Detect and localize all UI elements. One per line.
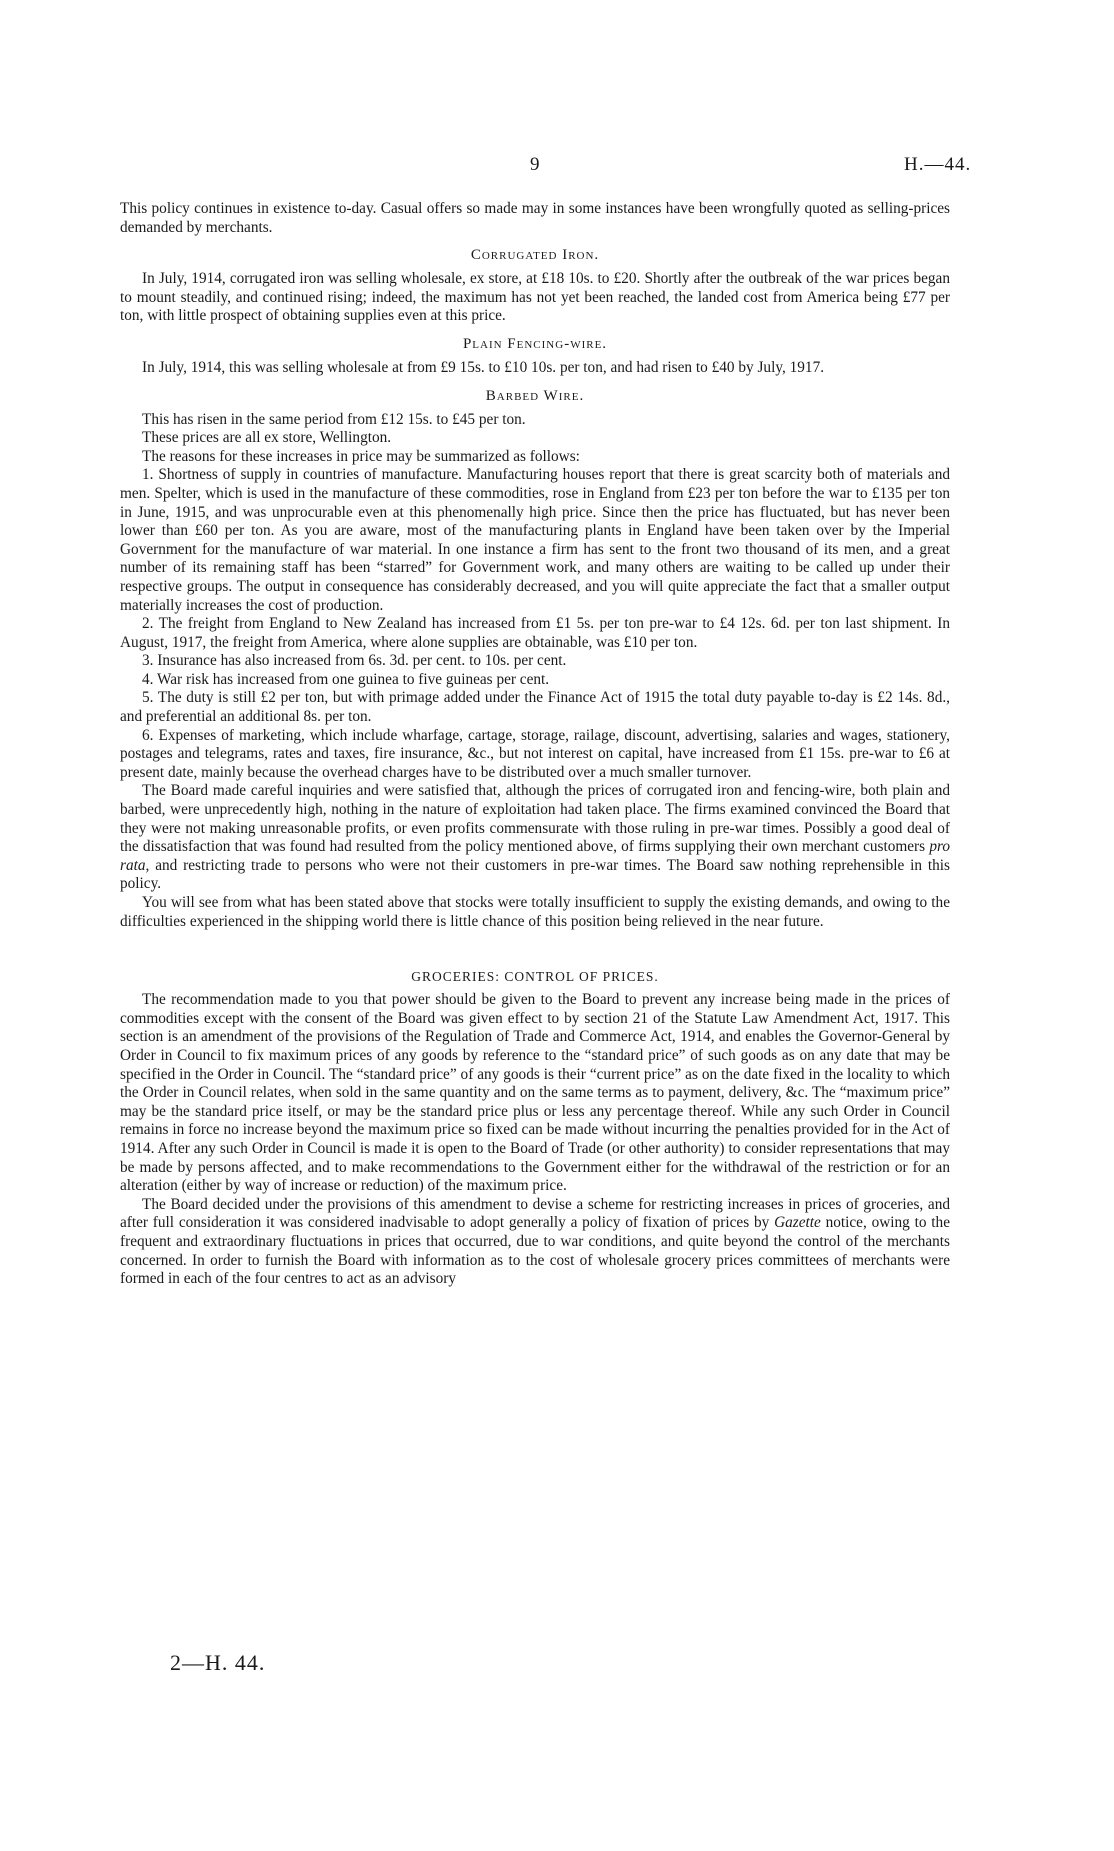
corrugated-iron-paragraph: In July, 1914, corrugated iron was selling wholesale, ex store, at £18 10s. to £20. Shortly after the outbreak of the war prices began to mount steadily, and continued rising; indeed, the maximum has not yet been reached, the landed cost from America being £77 per ton, with little prospect of obtaining supplies even at this price. (120, 270, 950, 325)
barbed-wire-paragraph: This has risen in the same period from £12 15s. to £45 per ton. (142, 410, 526, 428)
italic-phrase: pro rata (120, 838, 950, 874)
reason-item: 6. Expenses of marketing, which include wharfage, cartage, storage, railage, discount, advertising, salaries and wages, stationery, postages and telegrams, rates and taxes, fire insurance, &c., but not interest on capital, have increased from £1 15s. pre-war to £6 at present date, mainly because the overhead charges have to be distributed over a much smaller turnover. (120, 726, 950, 781)
board-findings-paragraph: The Board made careful inquiries and were satisfied that, although the prices of corrugated iron and fencing-wire, both plain and barbed, were unprecedently high, nothing in the nature of exploitation had taken place. The firms examined convinced the Board that they were not making unreasonable profits, or even profits commensurate with those ruling in pre-war times. Possibly a good deal of the dissatisfaction that was found had resulted from the policy mentioned above, of firms supplying their own merchant customers pro rata, and restricting trade to persons who were not their customers in pre-war times. The Board saw nothing reprehensible in this policy. (120, 782, 950, 893)
reason-item: 1. Shortness of supply in countries of manufacture. Manufacturing houses report that there is great scarcity both of materials and men. Spelter, which is used in the manufacture of these commodities, rose in England from £23 per ton before the war to £135 per ton in June, 1915, and was unprocurable even at this phenomenally high price. Since then the price has fluctuated, but has never been lower than £60 per ton. As you are aware, most of the manufacturing plants in England have been taken over by the Imperial Government for the manufacture of war material. In one instance a firm has sent to the front two thousand of its men, and a great number of its remaining staff has been “starred” for Government work, and many others are waiting to be called up under their respective groups. The output in consequence has considerably decreased, and you will quite appreciate the fact that a smaller output materially increases the cost of production. (120, 466, 950, 614)
reason-item: 2. The freight from England to New Zealand has increased from £1 5s. per ton pre-war to £4 12s. 6d. per ton last shipment. In August, 1917, the freight from America, where alone supplies are obtainable, was £10 per ton. (120, 615, 950, 651)
reason-item: 5. The duty is still £2 per ton, but with primage added under the Finance Act of 1915 the total duty payable to-day is £2 14s. 8d., and preferential an additional 8s. per ton. (120, 689, 950, 726)
heading-barbed-wire: Barbed Wire. (485, 387, 585, 404)
document-body (120, 200, 950, 1289)
reason-item: 3. Insurance has also increased from 6s. 3d. per cent. to 10s. per cent. (142, 652, 567, 670)
groceries-paragraph: The Board decided under the provisions of this amendment to devise a scheme for restricting increases in prices of groceries, and after full consideration it was considered inadvisable to adopt generally a policy of fixation of prices by Gazette notice, owing to the frequent and extraordinary fluctuations in prices that occurred, due to war conditions, and quite beyond the control of the merchants concerned. In order to furnish the Board with information as to the cost of wholesale grocery prices committees of merchants were formed in each of the four centres to act as an advisory (120, 1195, 950, 1288)
document-reference: H.—44. (904, 154, 972, 175)
signature-reference: 2—H. 44. (170, 1650, 266, 1675)
heading-plain-fencing-wire: Plain Fencing-wire. (462, 335, 608, 352)
heading-corrugated-iron: Corrugated Iron. (470, 247, 600, 264)
plain-fencing-wire-paragraph: In July, 1914, this was selling wholesale at from £9 15s. to £10 10s. per ton, and had risen to £40 by July, 1917. (142, 358, 825, 376)
heading-groceries: GROCERIES: CONTROL OF PRICES. (411, 969, 659, 985)
barbed-wire-paragraph: These prices are all ex store, Wellington. (142, 429, 392, 447)
italic-phrase: Gazette (774, 1214, 821, 1232)
page-number: 9 (530, 154, 540, 175)
reason-item: 4. War risk has increased from one guinea to five guineas per cent. (142, 670, 550, 688)
barbed-wire-paragraph: The reasons for these increases in price may be summarized as follows: (142, 447, 580, 465)
groceries-paragraph: The recommendation made to you that power should be given to the Board to prevent any increase being made in the prices of commodities except with the consent of the Board was given effect to by section 21 of the Statute Law Amendment Act, 1917. This section is an amendment of the provisions of the Regulation of Trade and Commerce Act, 1914, and enables the Governor-General by Order in Council to fix maximum prices of any goods by reference to the “standard price” of such goods as on any date that may be specified in the Order in Council. The “standard price” of any goods is their “current price” as on the date fixed in the locality to which the Order in Council relates, when sold in the same quantity and on the same terms as to payment, delivery, &c. The “maximum price” may be the standard price itself, or may be the standard price plus or less any percentage thereof. While any such Order in Council remains in force no increase beyond the maximum price so fixed can be made without incurring the penalties provided for in the Act of 1914. After any such Order in Council is made it is open to the Board of Trade (or other authority) to consider representations that may be made by persons affected, and to make recommendations to the Government either for the withdrawal of the restriction or for an alteration (either by way of increase or reduction) of the maximum price. (120, 991, 950, 1195)
intro-paragraph: This policy continues in existence to-day. Casual offers so made may in some instances have been wrongfully quoted as selling-prices demanded by merchants. (120, 200, 950, 236)
closing-paragraph: You will see from what has been stated above that stocks were totally insufficient to supply the existing demands, and owing to the difficulties experienced in the shipping world there is little chance of this position being relieved in the near future. (120, 894, 950, 930)
